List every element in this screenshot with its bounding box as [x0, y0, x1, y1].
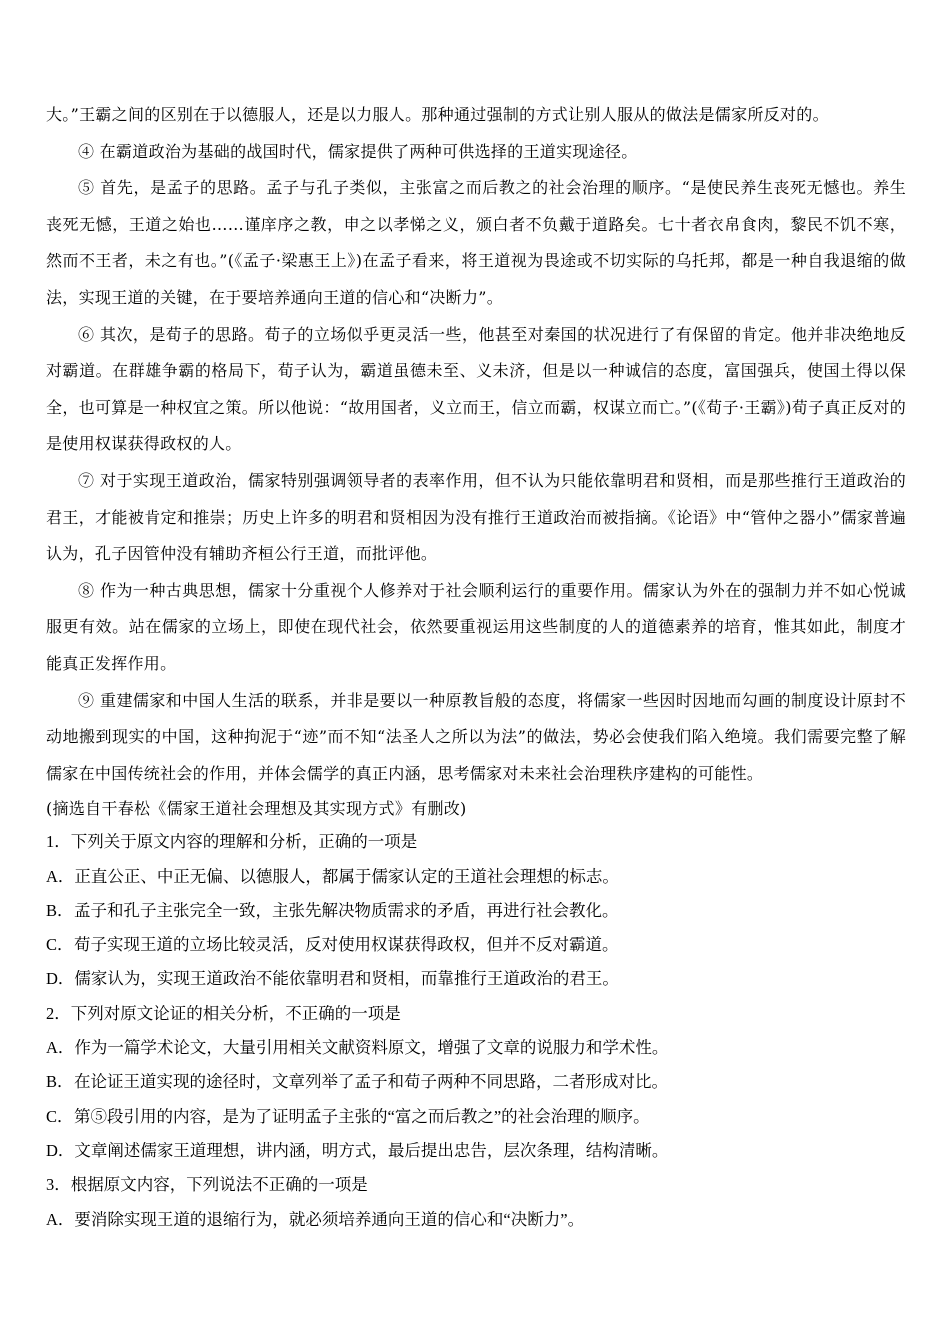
- option-text: 文章阐述儒家王道理想，讲内涵，明方式，最后提出忠告，层次条理，结构清晰。: [74, 1140, 669, 1160]
- option-label: C．: [46, 935, 74, 955]
- passage-paragraph-7: ⑦ 对于实现王道政治，儒家特别强调领导者的表率作用，但不认为只能依靠明君和贤相，而是那些推行王道政治的君王，才能被肯定和推崇；历史上许多的明君和贤相因为没有推行王道政治而被指摘。《论语》中“管仲之器小”儒家普遍认为，孔子因管仲没有辅助齐桓公行王道，而批评他。: [46, 470, 906, 564]
- option-label: D．: [46, 1140, 75, 1160]
- option-text: 荀子实现王道的立场比较灵活，反对使用权谋获得政权，但并不反对霸道。: [74, 935, 619, 955]
- option-text: 孟子和孔子主张完全一致，主张先解决物质需求的矛盾，再进行社会教化。: [74, 900, 619, 920]
- option-a[interactable]: [46, 860, 906, 894]
- passage-paragraph-6: ⑥ 其次，是荀子的思路。荀子的立场似乎更灵活一些，他甚至对秦国的状况进行了有保留的肯定。他并非决绝地反对霸道。在群雄争霸的格局下，荀子认为，霸道虽德未至、义未济，但是以一种诚信的态度，富国强兵，使国土得以保全，也可算是一种权宜之策。所以他说：“故用国者，义立而王，信立而霸，权谋立而亡。”(《荀子·王霸》)荀子真正反对的是使用权谋获得政权的人。: [46, 324, 906, 454]
- option-text: 要消除实现王道的退缩行为，就必须培养通向王道的信心和“决断力”。: [74, 1209, 585, 1229]
- option-d[interactable]: [46, 962, 906, 996]
- question-stem: 1．下列关于原文内容的理解和分析，正确的一项是: [46, 832, 418, 852]
- passage-paragraph-continued: 大。”王霸之间的区别在于以德服人，还是以力服人。那种通过强制的方式让别人服从的做法是儒家所反对的。: [46, 105, 829, 124]
- option-b[interactable]: [46, 894, 906, 928]
- option-label: D．: [46, 969, 75, 989]
- passage-paragraph-4: ④ 在霸道政治为基础的战国时代，儒家提供了两种可供选择的王道实现途径。: [78, 141, 638, 161]
- passage-paragraph-9: ⑨ 重建儒家和中国人生活的联系，并非是要以一种原教旨般的态度，将儒家一些因时因地而勾画的制度设计原封不动地搬到现实的中国，这种拘泥于“迹”而不知“法圣人之所以为法”的做法，势必会使我们陷入绝境。我们需要完整了解儒家在中国传统社会的作用，并体会儒学的真正内涵，思考儒家对未来社会治理秩序建构的可能性。: [46, 690, 906, 783]
- option-a[interactable]: [46, 1031, 906, 1065]
- question-1: [46, 825, 906, 996]
- option-text: 正直公正、中正无偏、以德服人，都属于儒家认定的王道社会理想的标志。: [74, 866, 619, 886]
- option-label: A．: [46, 866, 75, 886]
- option-text: 第⑤段引用的内容，是为了证明孟子主张的“富之而后教之”的社会治理的顺序。: [74, 1106, 650, 1126]
- option-label: C．: [46, 1106, 74, 1126]
- option-label: B．: [46, 1072, 74, 1092]
- option-a[interactable]: [46, 1203, 906, 1237]
- option-label: A．: [46, 1209, 75, 1229]
- question-2: [46, 997, 906, 1168]
- question-stem: 3．根据原文内容，下列说法不正确的一项是: [46, 1175, 368, 1195]
- option-c[interactable]: [46, 928, 906, 962]
- option-b[interactable]: [46, 1065, 906, 1099]
- option-label: B．: [46, 900, 74, 920]
- option-text: 作为一篇学术论文，大量引用相关文献资料原文，增强了文章的说服力和学术性。: [74, 1038, 669, 1058]
- option-c[interactable]: [46, 1100, 906, 1134]
- passage-paragraph-8: ⑧ 作为一种古典思想，儒家十分重视个人修养对于社会顺利运行的重要作用。儒家认为外在的强制力并不如心悦诚服更有效。站在儒家的立场上，即使在现代社会，依然要重视运用这些制度的人的道德素养的培育，惟其如此，制度才能真正发挥作用。: [46, 580, 906, 673]
- page-content: [46, 97, 906, 1237]
- option-text: 在论证王道实现的途径时，文章列举了孟子和荀子两种不同思路，二者形成对比。: [74, 1072, 668, 1092]
- question-3: [46, 1168, 906, 1237]
- option-d[interactable]: [46, 1134, 906, 1168]
- option-text: 儒家认为，实现王道政治不能依靠明君和贤相，而靠推行王道政治的君王。: [74, 969, 619, 989]
- passage-paragraph-5: ⑤ 首先，是孟子的思路。孟子与孔子类似，主张富之而后教之的社会治理的顺序。“是使民养生丧死无憾也。养生丧死无憾，王道之始也……谨庠序之教，申之以孝悌之义，颁白者不负戴于道路矣。七十者衣帛食肉，黎民不饥不寒，然而不王者，未之有也。”(《孟子·梁惠王上》)在孟子看来，将王道视为畏途或不切实际的乌托邦，都是一种自我退缩的做法，实现王道的关键，在于要培养通向王道的信心和“决断力”。: [46, 178, 906, 307]
- option-label: A．: [46, 1038, 75, 1058]
- question-stem: 2．下列对原文论证的相关分析，不正确的一项是: [46, 1003, 401, 1023]
- passage-source: (摘选自干春松《儒家王道社会理想及其实现方式》有删改): [46, 799, 467, 819]
